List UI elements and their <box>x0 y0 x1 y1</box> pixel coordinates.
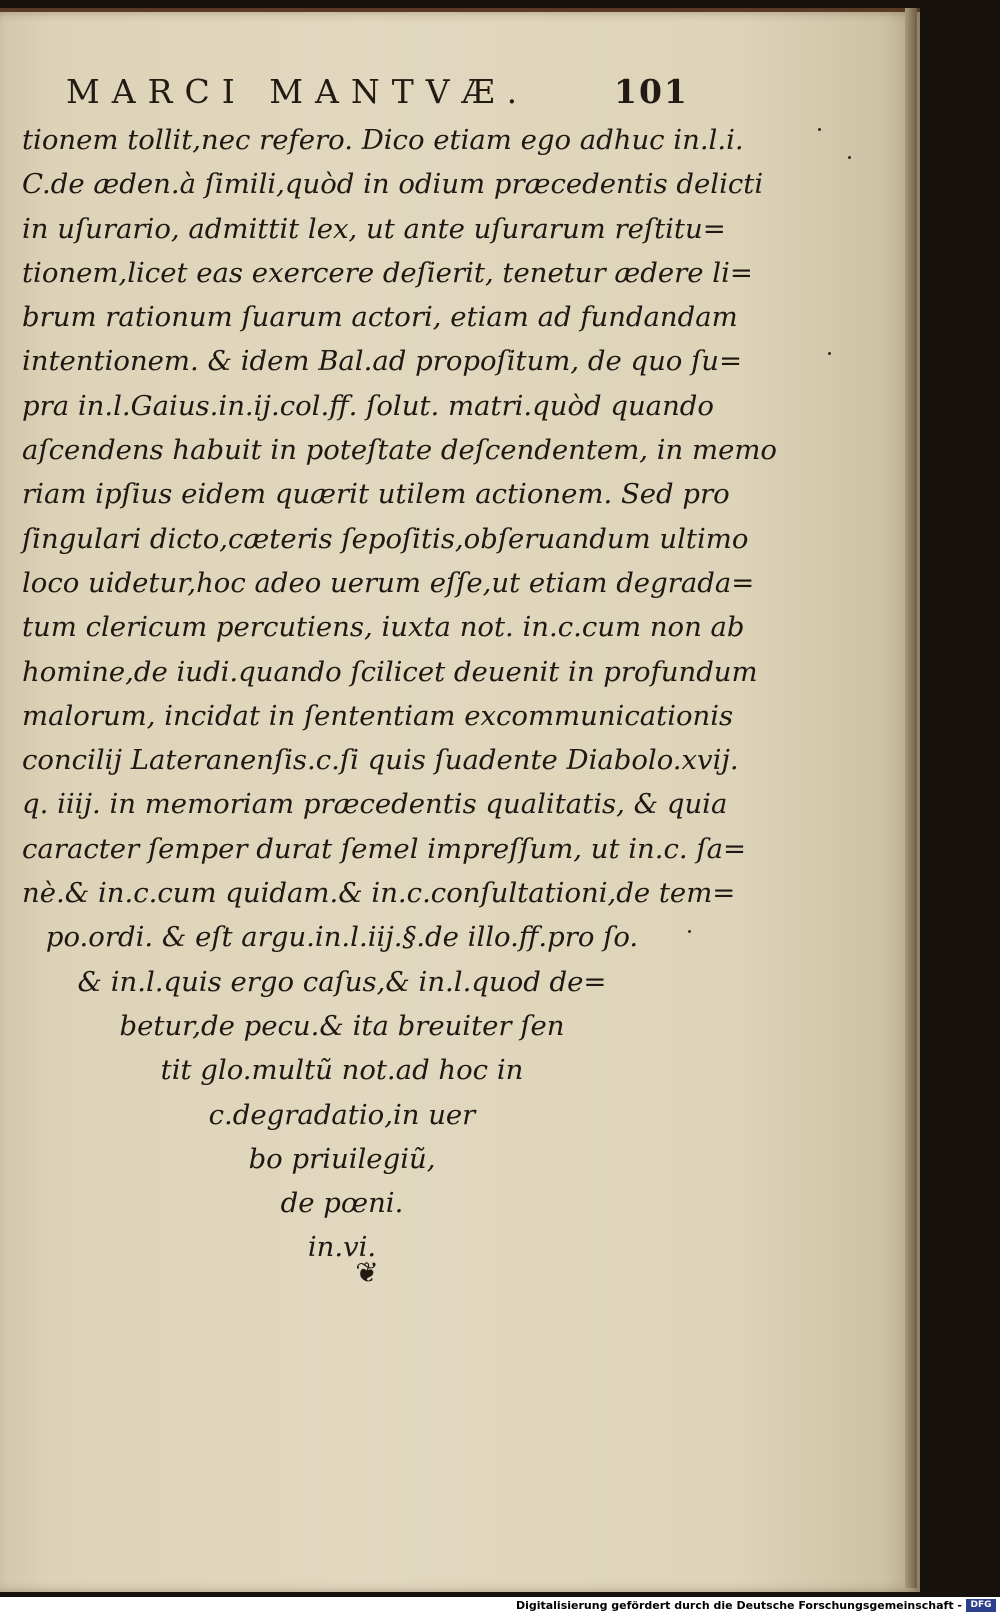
running-head <box>66 72 689 118</box>
text-line: C.de æden.à ſimili,quòd in odium præcedentis delicti <box>22 168 764 201</box>
text-line: bo priuilegiũ, <box>248 1142 436 1175</box>
paper-speck <box>818 128 821 131</box>
text-line: tum clericum percutiens, iuxta not. in.c.cum non ab <box>22 611 745 644</box>
text-line: tionem,licet eas exercere deſierit, tenetur ædere li= <box>22 256 753 289</box>
text-line: malorum, incidat in ſententiam excommunicationis <box>22 699 734 732</box>
text-line: aſcendens habuit in poteſtate deſcendentem, in memo <box>22 434 777 467</box>
paper-speck <box>828 352 831 355</box>
paper-speck <box>688 930 691 933</box>
text-line: intentionem. & idem Bal.ad propoſitum, de quo ſu= <box>22 345 743 378</box>
text-line: in.vi. <box>307 1231 377 1264</box>
text-line: caracter ſemper durat ſemel impreſſum, ut in.c. ſa= <box>22 832 747 865</box>
text-line: concilij Lateranenſis.c.ſi quis ſuadente Diabolo.xvij. <box>22 744 739 777</box>
text-line: q. iiij. in memoriam præcedentis qualitatis, & quia <box>22 788 728 821</box>
running-title: MARCI MANTVÆ. <box>66 72 530 111</box>
text-line: de pœni. <box>280 1187 404 1220</box>
funding-credit: Digitalisierung gefördert durch die Deutsche Forschungsgemeinschaft - <box>515 1599 962 1612</box>
page-number: 101 <box>614 72 689 111</box>
dfg-logo: DFG <box>966 1599 996 1612</box>
fleuron-ornament-icon: ❦ <box>355 1256 379 1289</box>
text-line: homine,de iudi.quando ſcilicet deuenit in profundum <box>22 655 758 688</box>
text-line: betur,de pecu.& ita breuiter ſen <box>119 1009 565 1042</box>
text-line: riam ipſius eidem quærit utilem actionem. Sed pro <box>22 478 730 511</box>
text-line: tionem tollit,nec refero. Dico etiam ego adhuc in.l.i. <box>22 124 744 156</box>
text-line: pra in.l.Gaius.in.ij.col.ff. ſolut. matri.quòd quando <box>22 389 714 422</box>
text-line: ſingulari dicto,cæteris ſepoſitis,obſeruandum ultimo <box>22 522 749 555</box>
text-line: loco uidetur,hoc adeo uerum eſſe,ut etiam degrada= <box>22 566 755 599</box>
text-line: in uſurario, admittit lex, ut ante uſurarum reſtitu= <box>22 212 726 245</box>
text-line: nè.& in.c.cum quidam.& in.c.conſultationi,de tem= <box>22 877 736 910</box>
paper-speck <box>848 156 851 159</box>
text-line: & in.l.quis ergo caſus,& in.l.quod de= <box>77 965 607 998</box>
text-line: tit glo.multũ not.ad hoc in <box>160 1054 524 1087</box>
body-text <box>22 118 777 1270</box>
text-line: brum rationum ſuarum actori, etiam ad fundandam <box>22 301 738 334</box>
text-line: c.degradatio,in uer <box>208 1098 476 1131</box>
page-edge <box>905 8 917 1588</box>
text-line: po.ordi. & eſt argu.in.l.iij.§.de illo.ff.pro ſo. <box>45 921 639 954</box>
